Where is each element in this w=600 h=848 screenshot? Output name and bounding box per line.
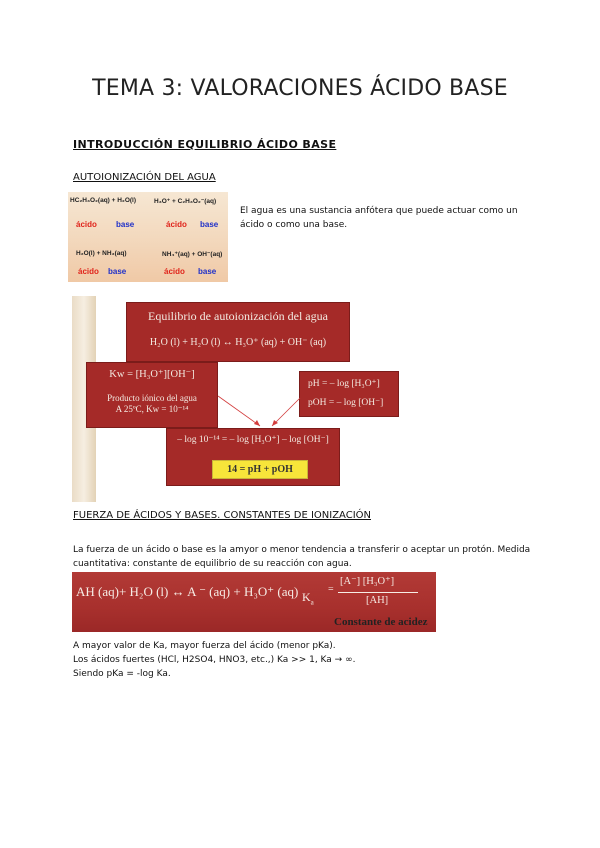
log-equation: – log 10⁻¹⁴ = – log [H₃O⁺] – log [OH⁻]	[177, 435, 329, 445]
amphoteric-paragraph	[240, 204, 540, 232]
ka-denominator: [AH]	[366, 595, 389, 606]
text-line: Los ácidos fuertes (HCl, H2SO4, HNO3, etc.,) Ka >> 1, Ka → ∞.	[73, 655, 356, 665]
figure-equation-1-left: HC₂H₃O₂(aq) + H₂O(l)	[70, 197, 137, 204]
arrow-left	[218, 396, 260, 426]
acid-base-figure	[68, 192, 228, 282]
text-line: cuantitativa: constante de equilibrio de su reacción con agua.	[73, 559, 352, 569]
kw-panel	[86, 362, 218, 428]
arrow-head-left	[254, 420, 260, 426]
figure-equation-2-left: H₂O(l) + NH₃(aq)	[76, 250, 127, 257]
text-line: La fuerza de un ácido o base es la amyor o menor tendencia a transferir o aceptar un protón. Medida	[73, 545, 531, 555]
ph-sum-result: 14 = pH + pOH	[212, 460, 308, 479]
text-line: ácido o como una base.	[240, 220, 348, 230]
subsection-heading-autoionization: AUTOIONIZACIÓN DEL AGUA	[73, 172, 216, 183]
acidity-constant-figure	[72, 572, 436, 632]
section-heading: INTRODUCCIÓN EQUILIBRIO ÁCIDO BASE	[73, 138, 337, 151]
label-acid: ácido	[164, 267, 185, 276]
label-base: base	[200, 220, 219, 229]
kw-desc-line: Producto iónico del agua	[107, 393, 197, 403]
label-base: base	[116, 220, 135, 229]
ka-caption: Constante de acidez	[334, 616, 428, 628]
page-title: TEMA 3: VALORACIONES ÁCIDO BASE	[92, 76, 508, 101]
figure-equation-1-right: H₃O⁺ + C₂H₃O₂⁻(aq)	[154, 198, 217, 205]
figure-equation-2-right: NH₄⁺(aq) + OH⁻(aq)	[162, 251, 223, 258]
kw-description	[87, 393, 217, 415]
connector-arrows	[200, 390, 310, 430]
ph-panel	[299, 371, 399, 417]
k-subscript: a	[310, 598, 314, 607]
label-acid: ácido	[76, 220, 97, 229]
strength-paragraph	[73, 543, 543, 571]
equilibrium-title-panel	[126, 302, 350, 362]
text-line: A mayor valor de Ka, mayor fuerza del ácido (menor pKa).	[73, 641, 336, 651]
subsection-heading-strength: FUERZA DE ÁCIDOS Y BASES. CONSTANTES DE IONIZACIÓN	[73, 510, 371, 521]
ka-reaction-equation: AH (aq)+ H₂O (l) ↔ A ⁻ (aq) + H₃O⁺ (aq)	[76, 584, 299, 599]
equals-sign: =	[328, 584, 334, 595]
kw-desc-line: A 25ºC, Kw = 10⁻¹⁴	[115, 404, 189, 414]
label-base: base	[108, 267, 127, 276]
label-acid: ácido	[78, 267, 99, 276]
text-line: Siendo pKa = -log Ka.	[73, 669, 171, 679]
k-letter: K	[302, 590, 311, 604]
text-line: El agua es una sustancia anfótera que puede actuar como un	[240, 206, 518, 216]
label-acid: ácido	[166, 220, 187, 229]
poh-definition: pOH = – log [OH⁻]	[308, 398, 384, 408]
label-base: base	[198, 267, 217, 276]
equilibrium-title: Equilibrio de autoionización del agua	[148, 309, 328, 323]
ka-numerator: [A⁻] [H₃O⁺]	[340, 576, 395, 587]
ka-symbol	[302, 590, 314, 606]
kw-equation: Kw = [H₃O⁺][OH⁻]	[109, 369, 195, 380]
equilibrium-equation: H₂O (l) + H₂O (l) ↔ H₃O⁺ (aq) + OH⁻ (aq)	[149, 337, 327, 348]
ph-definition: pH = – log [H₃O⁺]	[308, 379, 380, 389]
fraction-line	[338, 592, 418, 593]
conclusions-paragraph	[73, 639, 473, 681]
